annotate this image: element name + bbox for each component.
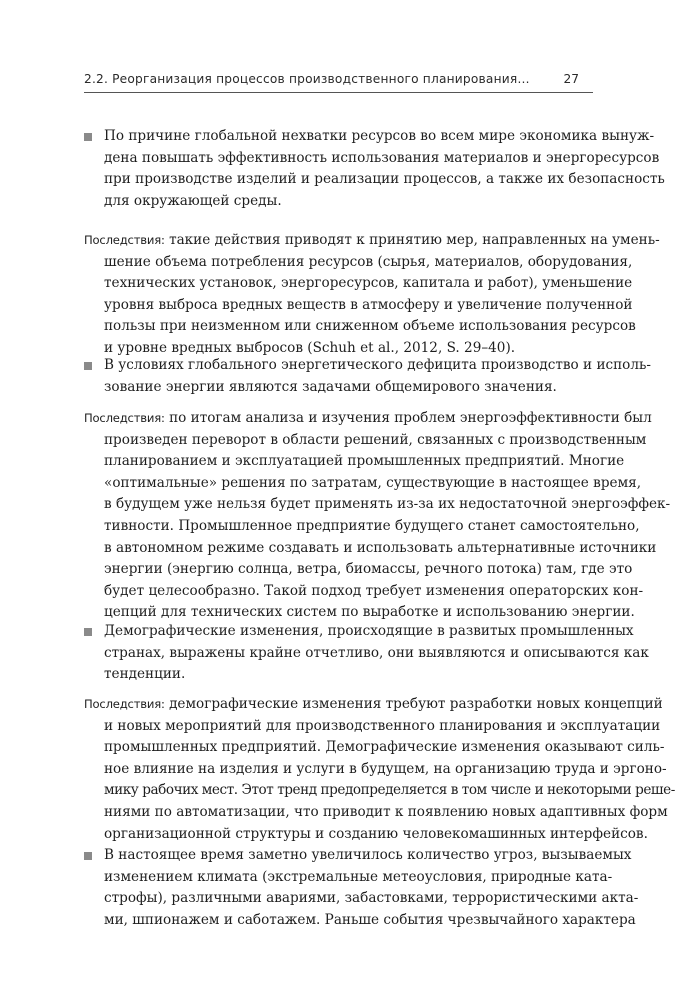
consequences-paragraph (84, 694, 675, 846)
text-line (84, 408, 652, 430)
bullet-square-icon (84, 362, 92, 370)
consequences-first-line: такие действия приводят к принятию мер, направленных на умень- (169, 232, 660, 248)
bullet-text (104, 355, 651, 398)
text-line: ми, шпионажем и саботажем. Раньше события чрезвычайного характера (104, 911, 636, 928)
text-line: ниями по автоматизации, что приводит к появлению новых адаптивных форм (104, 803, 668, 820)
text-line: строфы), различными авариями, забастовками, террористическими акта- (104, 890, 639, 907)
text-line: тенденции. (104, 666, 186, 683)
text-line: изменением климата (экстремальные метеоусловия, природные ката- (104, 868, 613, 885)
consequences-label: Последствия: (84, 697, 165, 711)
text-line: странах, выражены крайне отчетливо, они выявляются и описываются как (104, 644, 649, 661)
text-line: энергии (энергию солнца, ветра, биомассы, речного потока) там, где это (104, 561, 633, 578)
text-line: шение объема потребления ресурсов (сырья, материалов, оборудования, (104, 253, 633, 270)
text-line: в будущем уже нельзя будет применять из-за их недостаточной энергоэффек- (104, 496, 671, 513)
consequences-first-line: по итогам анализа и изучения проблем энергоэффективности был (169, 410, 652, 426)
text-line: организационной структуры и созданию человекомашинных интерфейсов. (104, 825, 648, 842)
text-line: пользы при неизменном или сниженном объеме использования ресурсов (104, 318, 636, 335)
text-line: дена повышать эффективность использования материалов и энергоресурсов (104, 149, 660, 166)
text-line: при производстве изделий и реализации процессов, а также их безопасность (104, 171, 665, 188)
text-line: и уровне вредных выбросов (Schuh et al., 2012, S. 29–40). (104, 339, 516, 356)
text-line: зование энергии являются задачами общемирового значения. (104, 378, 557, 395)
text-line: промышленных предприятий. Демографические изменения оказывают силь- (104, 739, 665, 756)
text-line: произведен переворот в области решений, связанных с производственным (104, 431, 647, 448)
bullet-square-icon (84, 133, 92, 141)
text-line (84, 230, 660, 252)
text-line: планированием и эксплуатацией промышленных предприятий. Многие (104, 453, 625, 470)
text-line: «оптимальные» решения по затратам, существующие в настоящее время, (104, 474, 642, 491)
bullet-item (84, 126, 665, 213)
bullet-item (84, 355, 651, 399)
text-line: тивности. Промышленное предприятие будущего станет самостоятельно, (104, 517, 640, 534)
text-line: цепций для технических систем по выработке и использованию энергии. (104, 604, 635, 621)
bullet-text (104, 621, 649, 686)
text-line: в автономном режиме создавать и использовать альтернативные источники (104, 539, 657, 556)
consequences-paragraph (84, 408, 671, 624)
running-header (84, 70, 593, 93)
text-line: ное влияние на изделия и услуги в будущем, на организацию труда и эргоно- (104, 760, 667, 777)
text-line: технических установок, энергоресурсов, капитала и работ), уменьшение (104, 275, 633, 292)
bullet-square-icon (84, 628, 92, 636)
text-line: для окружающей среды. (104, 192, 282, 209)
text-line: будет целесообразно. Такой подход требует изменения операторских кон- (104, 582, 644, 599)
text-line: мику рабочих мест. Этот тренд предопределяется в том числе и некоторыми реше- (104, 782, 675, 799)
bullet-square-icon (84, 852, 92, 860)
page-number: 27 (563, 72, 579, 86)
text-line (84, 694, 663, 716)
bullet-text (104, 845, 639, 931)
text-line: Демографические изменения, происходящие в развитых промышленных (104, 623, 634, 639)
consequences-paragraph (84, 230, 660, 360)
consequences-label: Последствия: (84, 233, 165, 247)
consequences-label: Последствия: (84, 411, 165, 425)
text-line: уровня выброса вредных веществ в атмосферу и увеличение полученной (104, 296, 633, 313)
text-line: В условиях глобального энергетического дефицита производство и исполь- (104, 357, 651, 373)
text-line: и новых мероприятий для производственного планирования и эксплуатации (104, 717, 661, 734)
text-line: По причине глобальной нехватки ресурсов во всем мире экономика вынуж- (104, 128, 655, 144)
bullet-item (84, 845, 639, 933)
text-line: В настоящее время заметно увеличилось количество угроз, вызываемых (104, 847, 632, 863)
bullet-item (84, 621, 649, 687)
consequences-first-line: демографические изменения требуют разработки новых концепций (169, 696, 663, 712)
bullet-text (104, 126, 665, 212)
section-title: 2.2. Реорганизация процессов производственного планирования… (84, 72, 530, 86)
